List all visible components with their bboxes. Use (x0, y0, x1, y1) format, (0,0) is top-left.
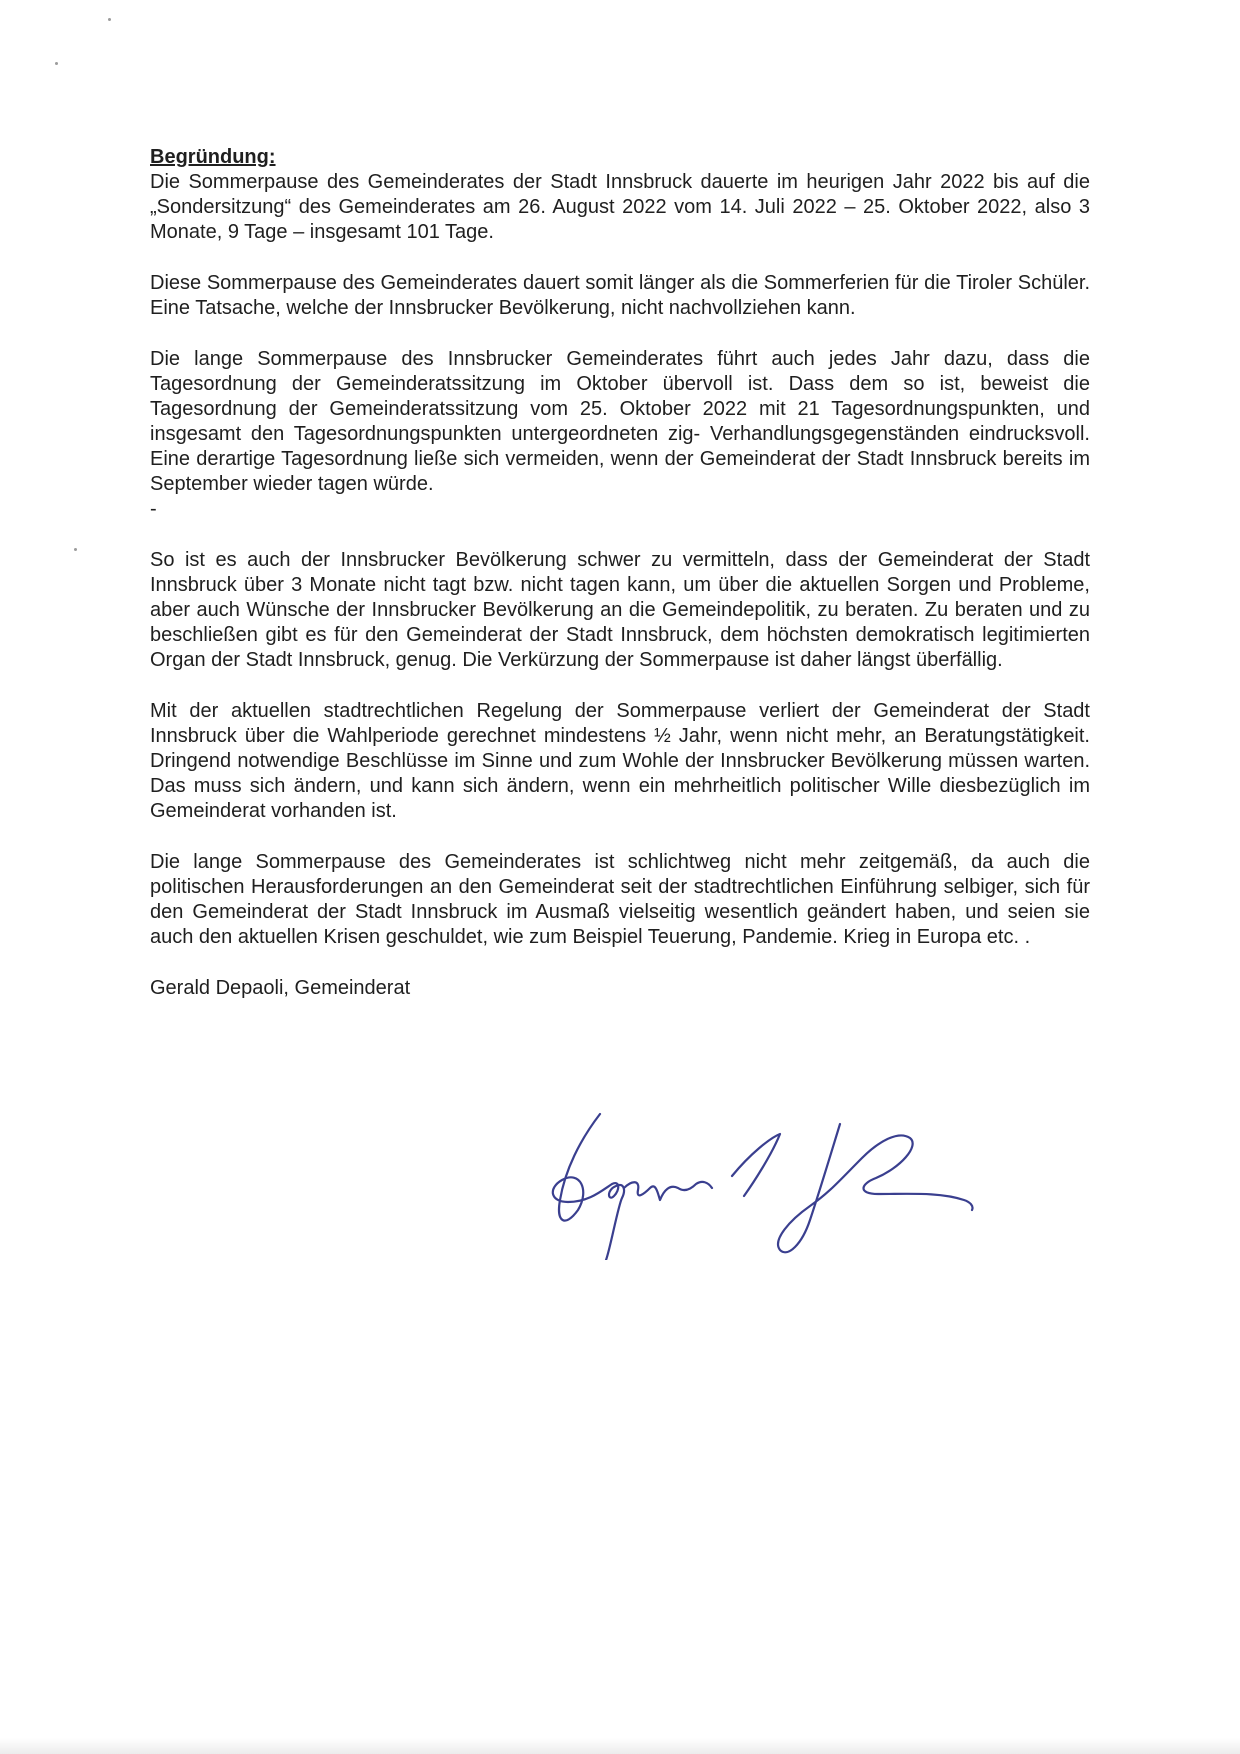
handwritten-signature (540, 1110, 980, 1260)
scan-speck (108, 18, 111, 21)
scan-speck (55, 62, 58, 65)
paragraph-agenda: Die lange Sommerpause des Innsbrucker Gemeinderates führt auch jedes Jahr dazu, dass die Tagesordnung der Gemeinderatssitzung im Oktober übervoll ist. Dass dem so ist, beweist die Tagesordnung der Gemeinderatssitzung vom 25. Oktober 2022 mit 21 Tagesordnungspunkten, und insgesamt den Tagesordnungspunkten untergeordneten zig- Verhandlungsgegenständen eindrucksvoll. Eine derartige Tagesordnung ließe sich vermeiden, wenn der Gemeinderat der Stadt Innsbruck bereits im September wieder tagen würde. (150, 348, 1090, 495)
paragraph-electoral-period: Mit der aktuellen stadtrechtlichen Regelung der Sommerpause verliert der Gemeinderat der Stadt Innsbruck über die Wahlperiode gerechnet mindestens ½ Jahr, wenn nicht mehr, an Beratungstätigkeit. Dringend notwendige Beschlüsse im Sinne und zum Wohle der Innsbrucker Bevölkerung müssen warten. Das muss sich ändern, und kann sich ändern, wenn ein mehrheitlich politischer Wille diesbezüglich im Gemeinderat vorhanden ist. (150, 700, 1090, 822)
scan-speck (74, 548, 77, 551)
closing-signatory: Gerald Depaoli, Gemeinderat (150, 977, 411, 999)
letter-body (150, 145, 1090, 1001)
paragraph-duration: Die Sommerpause des Gemeinderates der Stadt Innsbruck dauerte im heurigen Jahr 2022 bis auf die „Sondersitzung“ des Gemeinderates am 26. August 2022 vom 14. Juli 2022 – 25. Oktober 2022, also 3 Monate, 9 Tage – insgesamt 101 Tage. (150, 171, 1090, 243)
section-heading: Begründung: (150, 146, 276, 168)
scan-edge-shadow (0, 1738, 1240, 1754)
paragraph-outdated: Die lange Sommerpause des Gemeinderates ist schlichtweg nicht mehr zeitgemäß, da auch die politischen Herausforderungen an den Gemeinderat seit der stadtrechtlichen Einführung selbiger, sich für den Gemeinderat der Stadt Innsbruck im Ausmaß vielseitig wesentlich geändert haben, und seien sie auch den aktuellen Krisen geschuldet, wie zum Beispiel Teuerung, Pandemie. Krieg in Europa etc. . (150, 851, 1090, 948)
paragraph-school-holidays: Diese Sommerpause des Gemeinderates dauert somit länger als die Sommerferien für die Tiroler Schüler. Eine Tatsache, welche der Innsbrucker Bevölkerung, nicht nachvollziehen kann. (150, 272, 1090, 319)
stray-dash: - (150, 498, 157, 520)
paragraph-population: So ist es auch der Innsbrucker Bevölkerung schwer zu vermitteln, dass der Gemeinderat der Stadt Innsbruck über 3 Monate nicht tagt bzw. nicht tagen kann, um über die aktuellen Sorgen und Probleme, aber auch Wünsche der Innsbrucker Bevölkerung an die Gemeindepolitik, zu beraten. Zu beraten und zu beschließen gibt es für den Gemeinderat der Stadt Innsbruck, dem höchsten demokratisch legitimierten Organ der Stadt Innsbruck, genug. Die Verkürzung der Sommerpause ist daher längst überfällig. (150, 549, 1090, 671)
